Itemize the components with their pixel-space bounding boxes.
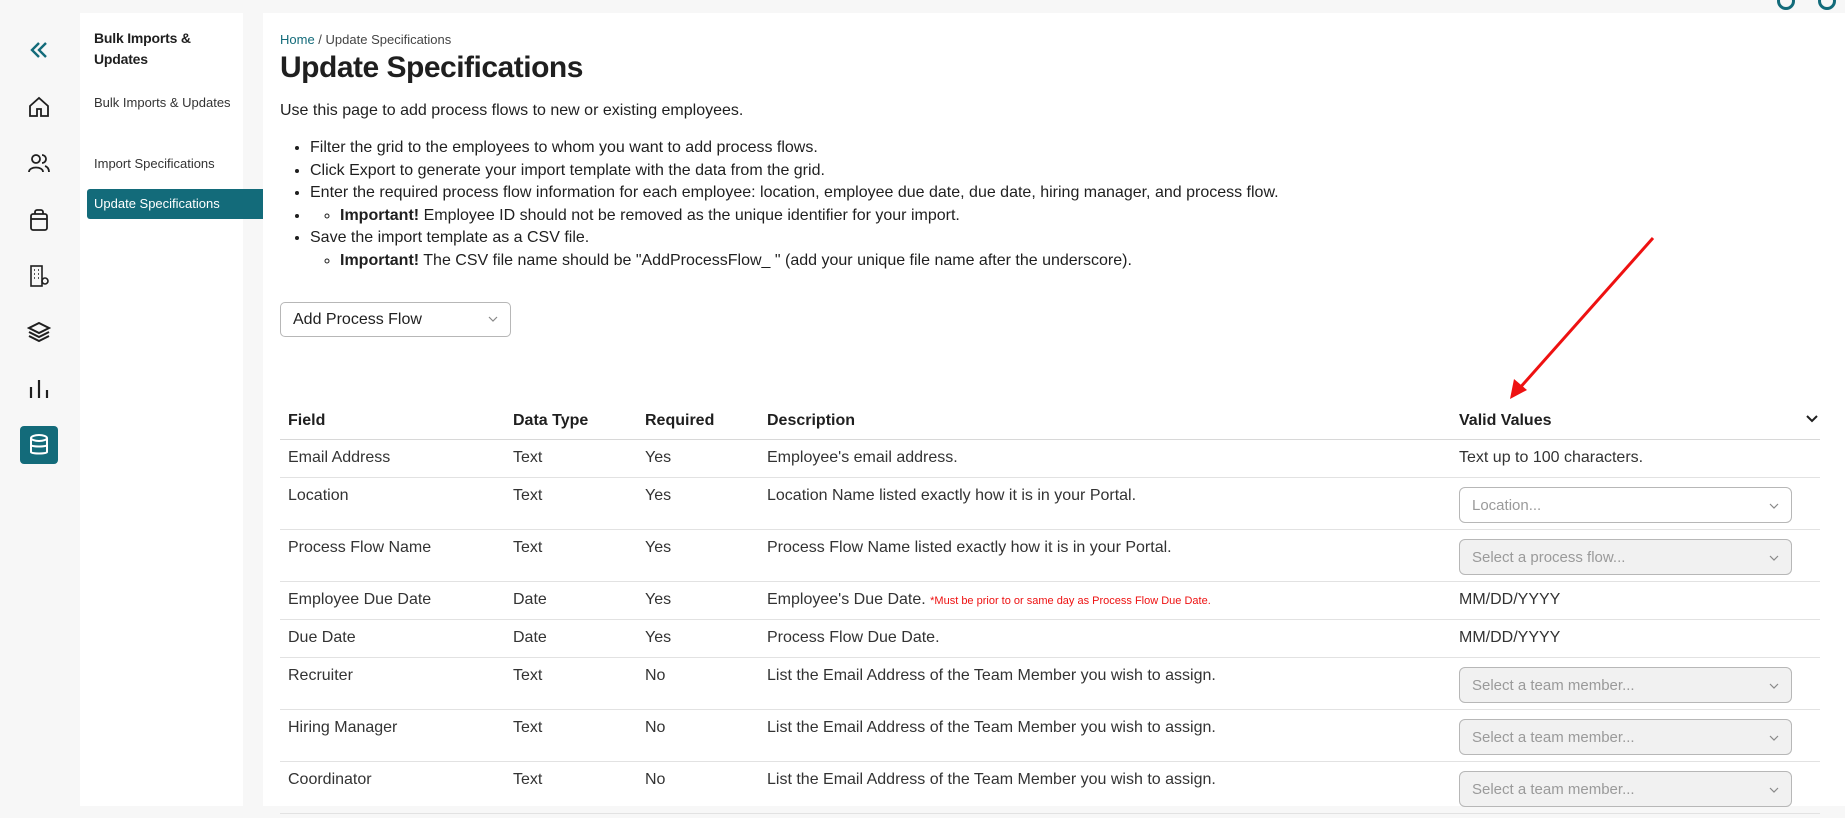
table-row [280, 439, 1820, 477]
cell-required: No [637, 657, 759, 709]
cell-data-type: Date [505, 581, 637, 619]
table-row [280, 619, 1820, 657]
instruction-subitem-text: Employee ID should not be removed as the unique identifier for your import. [423, 206, 960, 224]
cell-field: Location [280, 477, 505, 529]
cell-field: Process Flow Name [280, 529, 505, 581]
instruction-item: • Filter the grid to the employees to whom you want to add process flows. [310, 137, 1279, 160]
cell-field: Email Address [280, 439, 505, 477]
select-placeholder: Location... [1472, 496, 1542, 514]
instruction-subitem [340, 250, 1279, 273]
cell-description: List the Email Address of the Team Member you wish to assign. [759, 761, 1451, 813]
clipboard-icon[interactable] [20, 201, 58, 239]
subnav-item-bulk-imports[interactable]: Bulk Imports & Updates [94, 95, 231, 110]
cell-required: Yes [637, 581, 759, 619]
bar-chart-icon[interactable] [20, 370, 58, 408]
main-content [263, 13, 1845, 806]
column-header-required: Required [637, 403, 759, 439]
select-placeholder: Select a team member... [1472, 728, 1635, 746]
cell-valid-values [1451, 529, 1820, 581]
breadcrumb-separator: / [314, 32, 326, 47]
sub-navigation [80, 13, 243, 806]
cell-required: No [637, 761, 759, 813]
instruction-subitem [340, 205, 1279, 228]
table-row [280, 477, 1820, 529]
subnav-item-update-specifications[interactable]: Update Specifications [87, 189, 315, 219]
important-label: Important! [340, 251, 420, 269]
page-intro: Use this page to add process flows to new or existing employees. [280, 102, 744, 119]
cell-field: Due Date [280, 619, 505, 657]
cell-description: List the Email Address of the Team Member you wish to assign. [759, 709, 1451, 761]
cell-field: Employee Due Date [280, 581, 505, 619]
layers-icon[interactable] [20, 313, 58, 351]
select-placeholder: Select a team member... [1472, 780, 1635, 798]
dropdown-value: Add Process Flow [293, 311, 422, 328]
description-text: Employee's Due Date. [767, 590, 926, 608]
cell-data-type: Text [505, 439, 637, 477]
specification-type-dropdown[interactable] [280, 302, 511, 337]
chevron-down-icon [1769, 733, 1779, 743]
select-placeholder: Select a process flow... [1472, 548, 1626, 566]
cell-field: Hiring Manager [280, 709, 505, 761]
column-header-field: Field [280, 403, 505, 439]
column-header-description: Description [759, 403, 1451, 439]
people-icon[interactable] [20, 144, 58, 182]
cell-field: Coordinator [280, 761, 505, 813]
cell-required: Yes [637, 477, 759, 529]
column-header-valid-values-label: Valid Values [1459, 411, 1552, 429]
recruiter-select[interactable] [1459, 667, 1792, 703]
cell-data-type: Text [505, 761, 637, 813]
chevron-down-icon [1769, 785, 1779, 795]
cell-description: Employee's email address. [759, 439, 1451, 477]
chevron-down-icon [488, 314, 498, 324]
important-label: Important! [340, 206, 420, 224]
subnav-item-import-specifications[interactable]: Import Specifications [94, 156, 215, 171]
cell-description: Location Name listed exactly how it is in your Portal. [759, 477, 1451, 529]
breadcrumb-home-link[interactable]: Home [280, 32, 315, 47]
chevron-down-icon [1769, 553, 1779, 563]
column-header-data-type: Data Type [505, 403, 637, 439]
due-date-note: *Must be prior to or same day as Process Flow Due Date. [930, 594, 1211, 607]
icon-rail [0, 0, 78, 818]
cell-valid-values [1451, 761, 1820, 813]
cell-description: Process Flow Due Date. [759, 619, 1451, 657]
table-row [280, 709, 1820, 761]
instruction-item-text: Save the import template as a CSV file. [310, 229, 590, 246]
cell-valid-values [1451, 657, 1820, 709]
select-placeholder: Select a team member... [1472, 676, 1635, 694]
instruction-item: • Click Export to generate your import template with the data from the grid. [310, 160, 1279, 183]
specifications-table [280, 403, 1820, 814]
instructions-list [280, 137, 1279, 272]
cell-required: Yes [637, 439, 759, 477]
cell-data-type: Text [505, 477, 637, 529]
cell-valid-values: Text up to 100 characters. [1451, 439, 1820, 477]
chevron-down-icon [1769, 501, 1779, 511]
instruction-item [310, 205, 1279, 228]
table-row [280, 529, 1820, 581]
cell-data-type: Text [505, 657, 637, 709]
instruction-item [310, 227, 1279, 272]
chevron-down-icon[interactable] [1804, 411, 1820, 427]
breadcrumb-current: Update Specifications [325, 32, 452, 47]
subnav-title: Bulk Imports & Updates [94, 30, 191, 67]
database-icon[interactable] [20, 426, 58, 464]
cell-valid-values: MM/DD/YYYY [1451, 581, 1820, 619]
home-icon[interactable] [20, 88, 58, 126]
cell-valid-values: MM/DD/YYYY [1451, 619, 1820, 657]
cell-valid-values [1451, 709, 1820, 761]
cell-data-type: Text [505, 709, 637, 761]
hiring-manager-select[interactable] [1459, 719, 1792, 755]
cell-required: Yes [637, 619, 759, 657]
page-title: Update Specifications [280, 51, 583, 84]
table-row [280, 581, 1820, 619]
help-icon[interactable] [1777, 0, 1795, 10]
table-row [280, 657, 1820, 709]
location-select[interactable] [1459, 487, 1792, 523]
breadcrumb [280, 32, 451, 47]
building-settings-icon[interactable] [20, 257, 58, 295]
profile-icon[interactable] [1818, 0, 1836, 10]
cell-description: List the Email Address of the Team Member you wish to assign. [759, 657, 1451, 709]
cell-description: Process Flow Name listed exactly how it is in your Portal. [759, 529, 1451, 581]
cell-required: Yes [637, 529, 759, 581]
process-flow-select[interactable] [1459, 539, 1792, 575]
instruction-item: • Enter the required process flow information for each employee: location, employee due date, due date, hiring manager, and process flow. [310, 182, 1279, 205]
cell-required: No [637, 709, 759, 761]
table-header-row [280, 403, 1820, 439]
instruction-subitem-text: The CSV file name should be "AddProcessFlow_ " (add your unique file name after the underscore). [423, 251, 1132, 269]
table-row [280, 761, 1820, 813]
collapse-icon[interactable] [20, 31, 58, 69]
coordinator-select[interactable] [1459, 771, 1792, 807]
cell-data-type: Text [505, 529, 637, 581]
cell-field: Recruiter [280, 657, 505, 709]
chevron-down-icon [1769, 681, 1779, 691]
cell-description [759, 581, 1451, 619]
cell-valid-values [1451, 477, 1820, 529]
cell-data-type: Date [505, 619, 637, 657]
column-header-valid-values [1451, 403, 1820, 439]
